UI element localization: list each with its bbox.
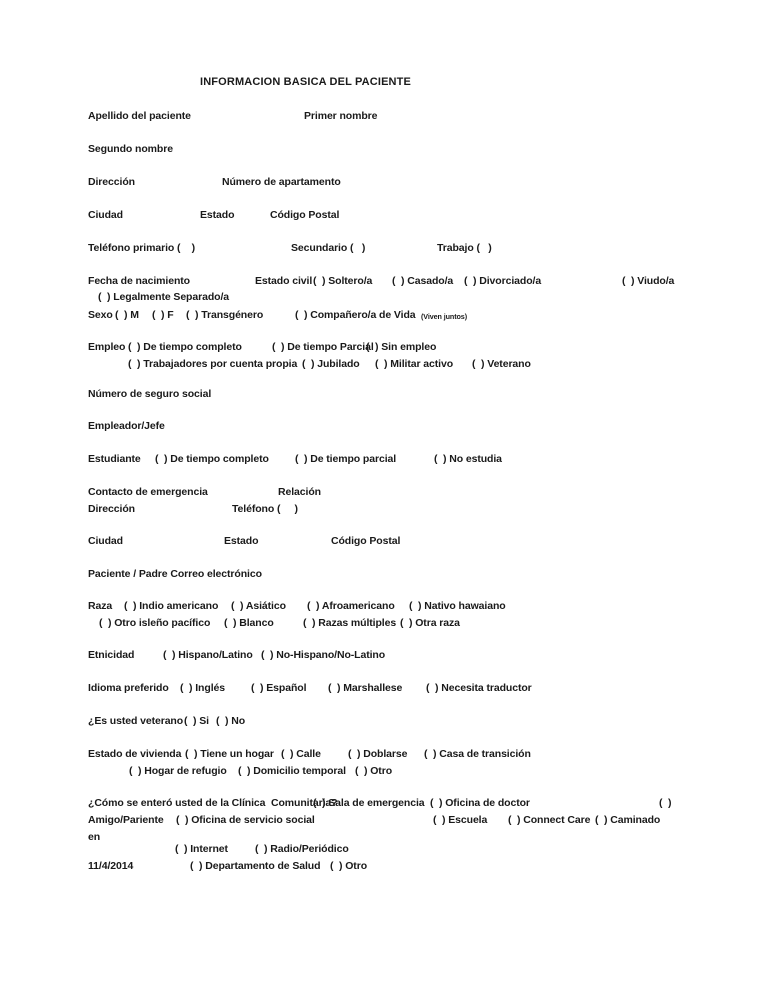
option-razas-multiples[interactable]: ( ) Razas múltiples (303, 617, 397, 629)
label-segundo-nombre: Segundo nombre (88, 143, 173, 155)
option-veterano-si[interactable]: ( ) Si (184, 715, 209, 727)
option-afroamericano[interactable]: ( ) Afroamericano (307, 600, 395, 612)
option-militar-activo[interactable]: ( ) Militar activo (375, 358, 454, 370)
label-estado-civil: Estado civil (255, 275, 313, 287)
option-no-hispano-no-latino[interactable]: ( ) No-Hispano/No-Latino (261, 649, 386, 661)
option-indio-americano[interactable]: ( ) Indio americano (124, 600, 219, 612)
label-sexo: Sexo (88, 309, 113, 321)
option-asiatico[interactable]: ( ) Asiático (231, 600, 286, 612)
option-veterano-no[interactable]: ( ) No (216, 715, 246, 727)
option-sexo-f[interactable]: ( ) F (152, 309, 174, 321)
option-transgenero[interactable]: ( ) Transgénero (186, 309, 264, 321)
label-etnicidad: Etnicidad (88, 649, 135, 661)
option-companero-de-vida[interactable]: ( ) Compañero/a de Vida (295, 309, 416, 321)
option-blanco[interactable]: ( ) Blanco (224, 617, 274, 629)
label-relacion: Relación (278, 486, 321, 498)
option-hispano-latino[interactable]: ( ) Hispano/Latino (163, 649, 253, 661)
label-codigo-postal-emergencia: Código Postal (331, 535, 401, 547)
option-nativo-hawaiano[interactable]: ( ) Nativo hawaiano (409, 600, 506, 612)
option-amigo-pariente-label: Amigo/Pariente (88, 814, 164, 826)
option-estudiante-tiempo-completo[interactable]: ( ) De tiempo completo (155, 453, 269, 465)
option-otra-raza[interactable]: ( ) Otra raza (400, 617, 460, 629)
option-divorciado[interactable]: ( ) Divorciado/a (464, 275, 542, 287)
label-numero-seguro-social: Número de seguro social (88, 388, 212, 400)
option-no-estudia[interactable]: ( ) No estudia (434, 453, 502, 465)
label-correo-electronico: Paciente / Padre Correo electrónico (88, 568, 262, 580)
option-caminado-en-continuation: en (88, 831, 101, 843)
option-hogar-de-refugio[interactable]: ( ) Hogar de refugio (129, 765, 227, 777)
option-casa-de-transicion[interactable]: ( ) Casa de transición (424, 748, 531, 760)
date-stamp: 11/4/2014 (88, 860, 134, 872)
option-espanol[interactable]: ( ) Español (251, 682, 307, 694)
label-estado-vivienda: Estado de vivienda (88, 748, 182, 760)
page-title: INFORMACION BASICA DEL PACIENTE (200, 76, 412, 88)
label-empleo: Empleo (88, 341, 126, 353)
option-soltero[interactable]: ( ) Soltero/a (313, 275, 373, 287)
option-connect-care[interactable]: ( ) Connect Care (508, 814, 591, 826)
option-veterano-empleo[interactable]: ( ) Veterano (472, 358, 531, 370)
label-telefono-emergencia: Teléfono ( ) (232, 503, 298, 515)
option-otro-isleno-pacifico[interactable]: ( ) Otro isleño pacífico (99, 617, 211, 629)
label-direccion: Dirección (88, 176, 135, 188)
label-codigo-postal: Código Postal (270, 209, 340, 221)
option-casado[interactable]: ( ) Casado/a (392, 275, 454, 287)
label-ciudad-emergencia: Ciudad (88, 535, 123, 547)
label-como-se-entero: ¿Cómo se enteró usted de la Clínica Comunitaria? (88, 797, 338, 809)
option-referencia-otro[interactable]: ( ) Otro (330, 860, 368, 872)
label-ciudad: Ciudad (88, 209, 123, 221)
option-sexo-m[interactable]: ( ) M (115, 309, 139, 321)
option-vivienda-otro[interactable]: ( ) Otro (355, 765, 393, 777)
label-numero-apartamento: Número de apartamento (222, 176, 341, 188)
option-sala-de-emergencia[interactable]: ( ) Sala de emergencia (313, 797, 425, 809)
label-raza: Raza (88, 600, 113, 612)
label-contacto-emergencia: Contacto de emergencia (88, 486, 208, 498)
label-primer-nombre: Primer nombre (304, 110, 378, 122)
option-necesita-traductor[interactable]: ( ) Necesita traductor (426, 682, 532, 694)
label-apellido: Apellido del paciente (88, 110, 191, 122)
option-cuenta-propia[interactable]: ( ) Trabajadores por cuenta propia (128, 358, 298, 370)
option-sin-empleo[interactable]: ( ) Sin empleo (366, 341, 437, 353)
option-escuela[interactable]: ( ) Escuela (433, 814, 488, 826)
label-telefono-secundario: Secundario ( ) (291, 242, 366, 254)
option-tiene-un-hogar[interactable]: ( ) Tiene un hogar (185, 748, 274, 760)
option-doblarse[interactable]: ( ) Doblarse (348, 748, 408, 760)
option-estudiante-tiempo-parcial[interactable]: ( ) De tiempo parcial (295, 453, 397, 465)
option-jubilado[interactable]: ( ) Jubilado (302, 358, 360, 370)
option-radio-periodico[interactable]: ( ) Radio/Periódico (255, 843, 349, 855)
note-viven-juntos: (Viven juntos) (421, 312, 467, 321)
option-departamento-de-salud[interactable]: ( ) Departamento de Salud (190, 860, 321, 872)
label-estado: Estado (200, 209, 235, 221)
label-estado-emergencia: Estado (224, 535, 259, 547)
option-internet[interactable]: ( ) Internet (175, 843, 228, 855)
option-caminado[interactable]: ( ) Caminado (595, 814, 661, 826)
label-idioma-preferido: Idioma preferido (88, 682, 169, 694)
option-viudo[interactable]: ( ) Viudo/a (622, 275, 675, 287)
option-legalmente-separado[interactable]: ( ) Legalmente Separado/a (98, 291, 230, 303)
label-direccion-emergencia: Dirección (88, 503, 135, 515)
option-calle[interactable]: ( ) Calle (281, 748, 321, 760)
label-es-usted-veterano: ¿Es usted veterano (88, 715, 184, 727)
option-oficina-servicio-social[interactable]: ( ) Oficina de servicio social (176, 814, 315, 826)
label-telefono-primario: Teléfono primario ( ) (88, 242, 196, 254)
option-domicilio-temporal[interactable]: ( ) Domicilio temporal (238, 765, 346, 777)
label-estudiante: Estudiante (88, 453, 141, 465)
label-empleador-jefe: Empleador/Jefe (88, 420, 165, 432)
option-empleo-tiempo-parcial[interactable]: ( ) De tiempo Parcial (272, 341, 374, 353)
option-empleo-tiempo-completo[interactable]: ( ) De tiempo completo (128, 341, 242, 353)
option-amigo-pariente-checkbox[interactable]: ( ) (659, 797, 672, 809)
option-ingles[interactable]: ( ) Inglés (180, 682, 225, 694)
label-telefono-trabajo: Trabajo ( ) (437, 242, 492, 254)
option-oficina-de-doctor[interactable]: ( ) Oficina de doctor (430, 797, 530, 809)
option-marshallese[interactable]: ( ) Marshallese (328, 682, 403, 694)
label-fecha-nacimiento: Fecha de nacimiento (88, 275, 190, 287)
